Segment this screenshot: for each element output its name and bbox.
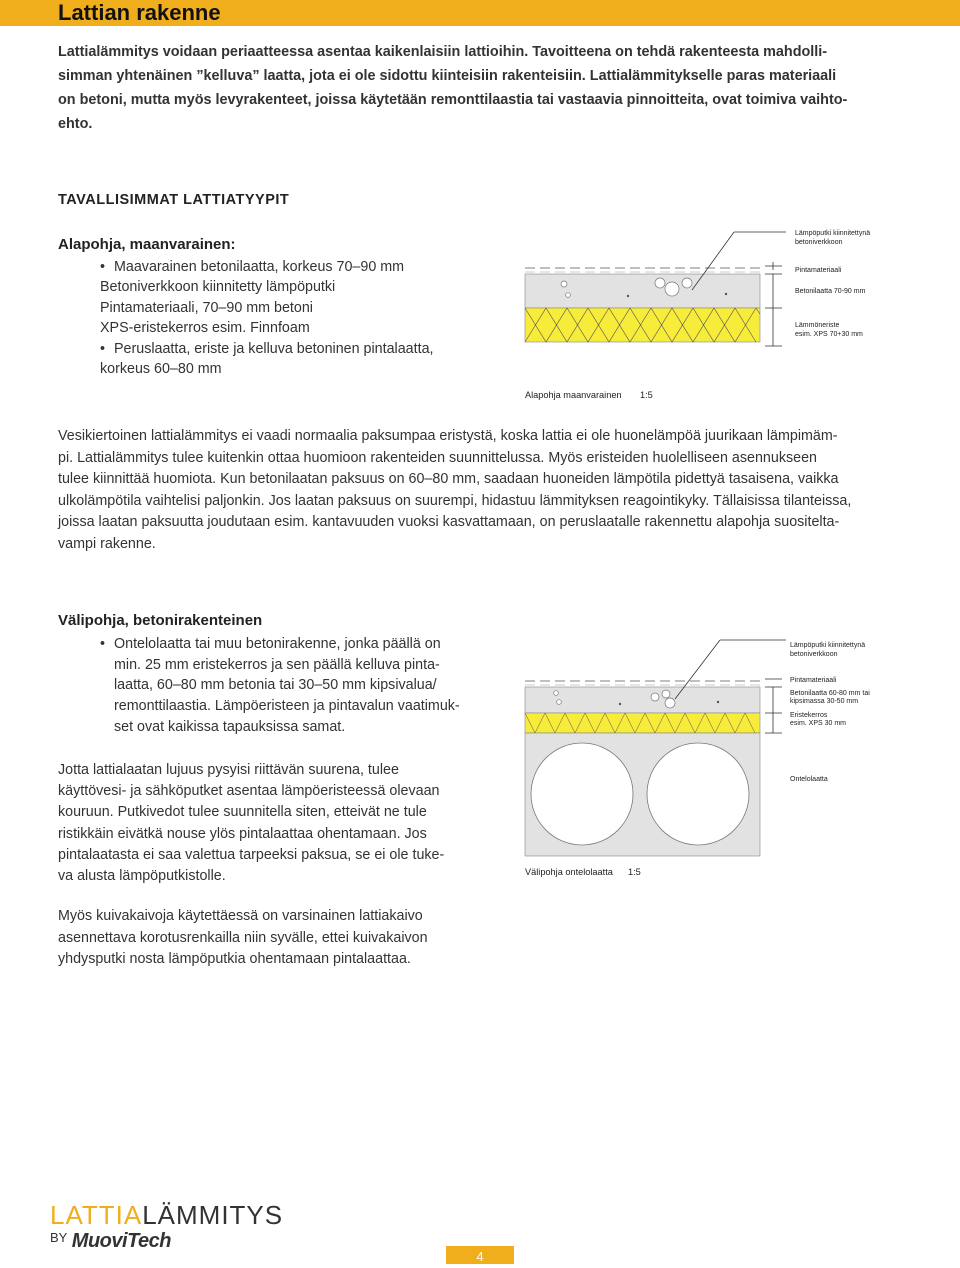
paragraph-line: pintalaatasta ei saa valettua tarpeeksi paksua, se ei ole tuke- (58, 846, 445, 863)
heating-pipe-icon (561, 281, 567, 287)
label-concrete: Betonilaatta 70-90 mm (795, 288, 866, 295)
grain-dot (717, 701, 719, 703)
grain-dot (627, 295, 629, 297)
alapohja-list (100, 257, 500, 379)
paragraph-line: joissa laatan paksuutta joudutaan esim. kantavuuden vuoksi kasvattamaan, on peruslaatalle rakennettu alapohja suositelta- (58, 514, 840, 530)
label-surface: Pintamateriaali (795, 267, 842, 274)
paragraph-line: Vesikiertoinen lattialämmitys ei vaadi normaalia paksumpaa eristystä, koska lattia ei ole huonelämpöä juurikaan lämpimäm- (58, 428, 838, 444)
diagram-scale: 1:5 (628, 867, 641, 877)
label-insulation: Eristekerros (790, 712, 828, 719)
alapohja-line (100, 277, 500, 297)
alapohja-line-text: Maavarainen betonilaatta, korkeus 70–90 mm (114, 259, 405, 275)
paragraph-line: va alusta lämpöputkistolle. (58, 868, 226, 885)
aggregate-stone (662, 690, 670, 698)
title-bar (0, 0, 960, 26)
valipohja-line-text: remonttilaastia. Lämpöeristeen ja pintavalun vaatimuk- (114, 698, 460, 715)
hollow-core-void (647, 743, 749, 845)
paragraph-line: käyttövesi- ja sähköputket asentaa lämpöeristeessä olevaan (58, 783, 440, 800)
aggregate-stone (665, 698, 675, 708)
aggregate-stone (655, 278, 665, 288)
valipohja-paragraph-2 (58, 906, 428, 971)
alapohja-line (100, 298, 500, 318)
paragraph-line: kouruun. Putkivedot tulee suunnitella siten, etteivät ne tule (58, 804, 427, 821)
aggregate-stone (665, 282, 679, 296)
hollow-core-void (531, 743, 633, 845)
valipohja-line-text: Ontelolaatta tai muu betonirakenne, jonka päällä on (114, 636, 441, 652)
paragraph-line: ulkolämpötila vaihtelisi paljonkin. Jos laatan paksuus on suurempi, hidastuu lämmityksen reagointikyky. Tällaisissa tilanteissa, (58, 492, 852, 509)
aggregate-stone (651, 693, 659, 701)
valipohja-list (100, 634, 480, 738)
valipohja-diagram (520, 636, 940, 886)
valipohja-heading: Välipohja, betonirakenteinen (58, 612, 263, 629)
brand-part-2: LÄMMITYS (142, 1200, 284, 1230)
label-pipe: Lämpöputki kiinnitettynä (790, 642, 866, 649)
label-pipe: betoniverkkoon (795, 239, 843, 246)
intro-paragraph (58, 40, 908, 136)
heating-pipe-icon (554, 691, 559, 696)
brand-wordmark (50, 1200, 283, 1230)
intro-line: Lattialämmitys voidaan periaatteessa asentaa kaikenlaisiin lattioihin. Tavoitteena on tehdä rakenteesta mahdolli- (58, 44, 828, 60)
brand-company: MuoviTech (71, 1230, 172, 1252)
page-title: Lattian rakenne (58, 0, 221, 25)
valipohja-bullet-line (100, 717, 480, 738)
diagram-scale: 1:5 (640, 390, 653, 400)
brand-part-1: LATTIA (50, 1200, 143, 1230)
concrete-layer (525, 274, 760, 308)
label-insulation: esim. XPS 30 mm (790, 720, 847, 727)
intro-line: ehto. (58, 116, 93, 132)
valipohja-bullet-line (100, 696, 480, 717)
page-number: 4 (446, 1246, 514, 1264)
valipohja-paragraph-1 (58, 760, 444, 887)
diagram-caption: Alapohja maanvarainen (525, 390, 622, 400)
heating-pipe-icon (566, 293, 571, 298)
brand-logo (50, 1200, 283, 1253)
paragraph-line: pi. Lattialämmitys tulee kuitenkin ottaa huomioon rakenteiden suunnittelussa. Myös eristeiden huolelliseen asennukseen (58, 449, 817, 466)
grain-dot (619, 703, 621, 705)
paragraph-line: Myös kuivakaivoja käytettäessä on varsinainen lattiakaivo (58, 908, 423, 924)
paragraph-line: yhdysputki nosta lämpöputkia ohentamaan pintalaattaa. (58, 951, 411, 967)
label-concrete: Betonilaatta 60-80 mm tai (790, 690, 870, 697)
paragraph-line: ristikkäin eivätkä nouse ylös pintalaattaa ohentamaan. Jos (58, 825, 427, 842)
alapohja-paragraph (58, 426, 851, 555)
brand-by: BY (50, 1230, 68, 1245)
alapohja-line-text: Pintamateriaali, 70–90 mm betoni (100, 299, 313, 316)
aggregate-stone (682, 278, 692, 288)
paragraph-line: vampi rakenne. (58, 535, 156, 552)
label-pipe: betoniverkkoon (790, 651, 838, 658)
label-hollow-core: Ontelolaatta (790, 776, 828, 783)
valipohja-line-text: laatta, 60–80 mm betonia tai 30–50 mm kipsivalua/ (114, 677, 437, 694)
label-pipe: Lämpöputki kiinnitettynä (795, 230, 871, 237)
bullet-dot: • (100, 259, 106, 275)
paragraph-line: asennettava korotusrenkailla niin syvälle, ettei kuivakaivon (58, 929, 428, 946)
alapohja-line-text: Peruslaatta, eriste ja kelluva betoninen pintalaatta, (114, 340, 434, 357)
label-insulation: esim. XPS 70+30 mm (795, 331, 863, 338)
intro-line: simman yhtenäinen ”kelluva” laatta, jota ei ole sidottu kiinteisiin rakenteisiin. Lattialämmitykselle paras materiaali (58, 68, 837, 84)
alapohja-line-text: korkeus 60–80 mm (100, 361, 222, 378)
bullet-dot: • (100, 340, 106, 357)
grain-dot (725, 293, 727, 295)
alapohja-line (100, 318, 500, 338)
bullet-dot: • (100, 636, 106, 652)
alapohja-line-text: XPS-eristekerros esim. Finnfoam (100, 320, 310, 337)
label-concrete: kipsimassa 30-50 mm (790, 698, 859, 705)
paragraph-line: Jotta lattialaatan lujuus pysyisi riittävän suurena, tulee (58, 762, 399, 778)
valipohja-bullet-line (100, 655, 480, 676)
heating-pipe-icon (557, 700, 562, 705)
intro-line: on betoni, mutta myös levyrakenteet, joissa käytetään remonttilaastia tai vastaavia pinnoitteita, ovat toimiva vaihto- (58, 92, 848, 108)
section-heading: TAVALLISIMMAT LATTIATYYPIT (58, 192, 290, 208)
alapohja-line (100, 257, 500, 277)
brand-byline (50, 1230, 283, 1253)
alapohja-diagram (520, 226, 940, 406)
paragraph-line: tulee kiinnittää huomiota. Kun betonilaatan paksuus on 60–80 mm, saadaan huoneiden lämpötila pidettyä tasaisena, vaikka (58, 471, 839, 487)
label-surface: Pintamateriaali (790, 677, 837, 684)
alapohja-heading: Alapohja, maanvarainen: (58, 236, 236, 253)
valipohja-bullet-line (100, 634, 480, 655)
alapohja-line (100, 359, 500, 379)
valipohja-line-text: set ovat kaikissa tapauksissa samat. (114, 718, 346, 735)
valipohja-line-text: min. 25 mm eristekerros ja sen päällä kelluva pinta- (114, 656, 440, 673)
label-insulation: Lämmöneriste (795, 322, 840, 329)
alapohja-line (100, 339, 500, 359)
valipohja-bullet-line (100, 675, 480, 696)
diagram-caption: Välipohja ontelolaatta (525, 867, 613, 877)
alapohja-line-text: Betoniverkkoon kiinnitetty lämpöputki (100, 279, 336, 296)
